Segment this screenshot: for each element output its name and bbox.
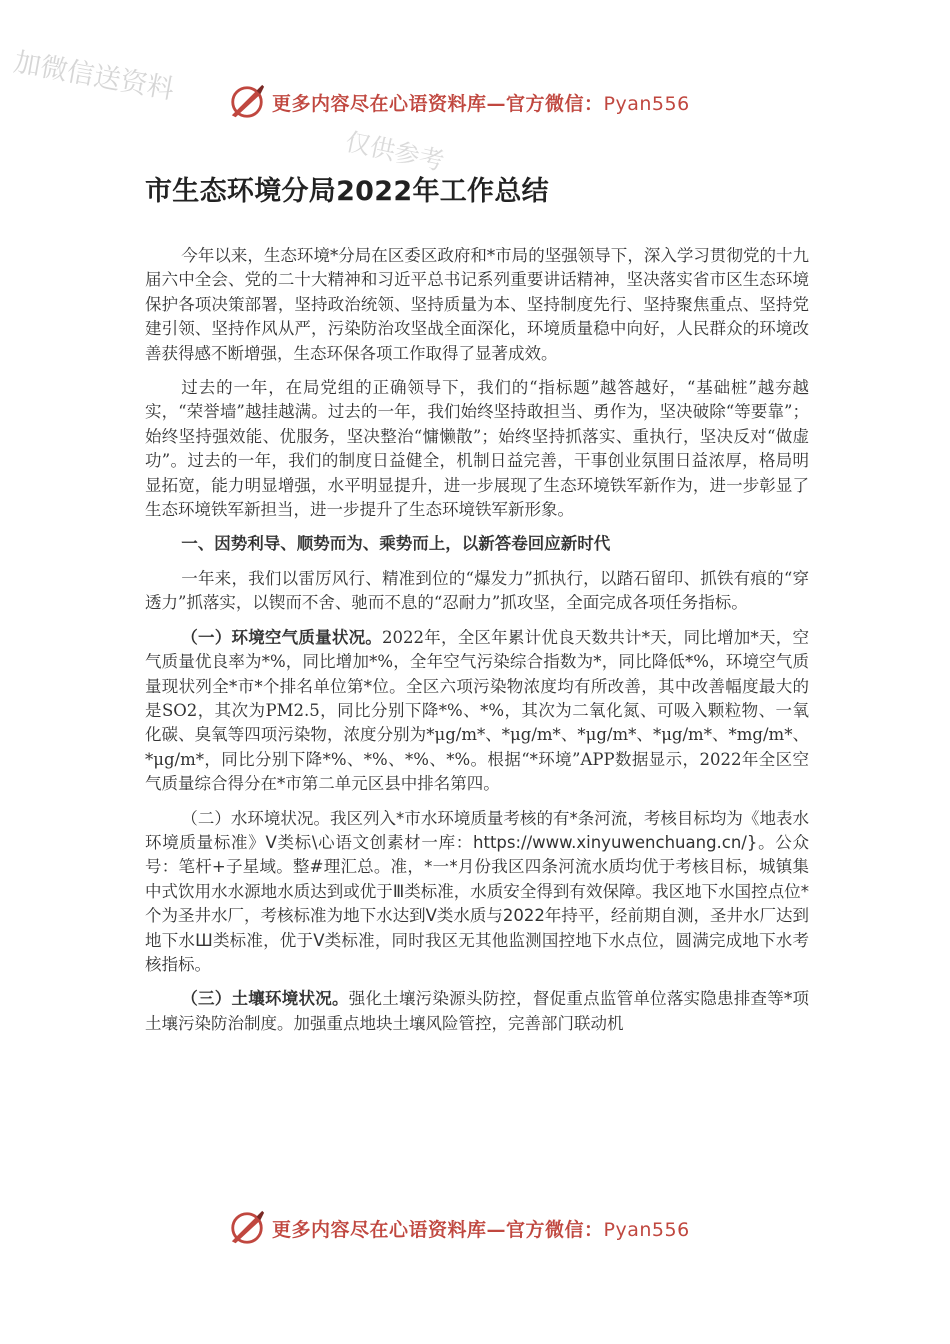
summary-paragraph: 过去的一年，在局党组的正确领导下，我们的“指标题”越答越好，“基础桩”越夯越实，“荣誉墙”越挂越满。过去的一年，我们始终坚持敢担当、勇作为，坚决破除“等要靠”；始终坚持强效能、优服务，坚决整治“慵懒散”；始终坚持抓落实、重执行，坚决反对“做虚功”。过去的一年，我们的制度日益健全，机制日益完善，干事创业氛围日益浓厚，格局明显拓宽，能力明显增强，水平明显提升，进一步展现了生态环境铁军新作为，进一步彰显了生态环境铁军新担当，进一步提升了生态环境铁军新形象。	[145, 378, 809, 520]
brand-logo-icon	[228, 83, 266, 121]
water-paragraph: （二）水环境状况。我区列入*市水环境质量考核的有*条河流，考核目标均为《地表水环境质量标准》Ⅴ类标\心语文创素材一库：https://www.xinyuwenchuang.cn/}。公众号：笔杆+子星域。整#理汇总。准，*一*月份我区四条河流水质均优于考核目标，城镇集中式饮用水水源地水质达到或优于Ⅲ类标准，水质安全得到有效保障。我区地下水国控点位*个为圣井水厂，考核标准为地下水达到Ⅴ类水质与2022年持平，经前期自测，圣井水厂达到地下水Ш类标准，优于Ⅴ类标准，同时我区无其他监测国控地下水点位，圆满完成地下水考核指标。	[145, 808, 809, 974]
soil-paragraph	[145, 987, 809, 1036]
section-heading: 一、因势利导、顺势而为、乘势而上，以新答卷回应新时代	[181, 534, 611, 554]
soil-body: 强化土壤污染源头防控，督促重点监管单位落实隐患排查等*项土壤污染防治制度。加强重点地块土壤风险管控，完善部门联动机	[145, 989, 810, 1033]
brand-logo-icon	[228, 1209, 266, 1247]
air-quality-lead: （一）环境空气质量状况。	[181, 627, 383, 647]
brand-banner-top	[228, 82, 690, 122]
document-title: 市生态环境分局2022年工作总结	[145, 176, 549, 207]
soil-lead: （三）土壤环境状况。	[181, 989, 349, 1009]
watermark-text: 加微信送资料	[11, 46, 177, 106]
brand-slogan: 更多内容尽在心语资料库—官方微信：Pyan556	[272, 1218, 690, 1241]
wechat-id: Pyan556	[603, 92, 690, 115]
document-body	[145, 170, 809, 1046]
wechat-id: Pyan556	[603, 1218, 690, 1241]
brand-slogan: 更多内容尽在心语资料库—官方微信：Pyan556	[272, 92, 690, 115]
intro-paragraph: 今年以来，生态环境*分局在区委区政府和*市局的坚强领导下，深入学习贯彻党的十九届六中全会、党的二十大精神和习近平总书记系列重要讲话精神，坚决落实省市区生态环境保护各项决策部署，坚持政治统领、坚持质量为本、坚持制度先行、坚持聚焦重点、坚持党建引领、坚持作风从严，污染防治攻坚战全面深化，环境质量稳中向好，人民群众的环境改善获得感不断增强，生态环保各项工作取得了显著成效。	[145, 246, 809, 363]
watermark-text: 仅供参考	[342, 126, 447, 177]
section-intro-paragraph: 一年来，我们以雷厉风行、精准到位的“爆发力”抓执行，以踏石留印、抓铁有痕的“穿透力”抓落实，以锲而不舍、驰而不息的“忍耐力”抓攻坚，全面完成各项任务指标。	[145, 568, 809, 613]
brand-banner-bottom	[228, 1208, 690, 1248]
air-quality-body: 2022年，全区年累计优良天数共计*天，同比增加*天，空气质量优良率为*%，同比增加*%，全年空气污染综合指数为*，同比降低*%，环境空气质量现状列全*市*个排名单位第*位。全区六项污染物浓度均有所改善，其中改善幅度最大的是SO2，其次为PM2.5，同比分别下降*%、*%，其次为二氧化氮、可吸入颗粒物、一氧化碳、臭氧等四项污染物，浓度分别为*μg/m*、*μg/m*、*μg/m*、*μg/m*、*mg/m*、*μg/m*，同比分别下降*%、*%、*%、*%。根据“*环境”APP数据显示，2022年全区空气质量综合得分在*市第二单元区县中排名第四。	[145, 627, 809, 794]
air-quality-paragraph	[145, 626, 809, 797]
